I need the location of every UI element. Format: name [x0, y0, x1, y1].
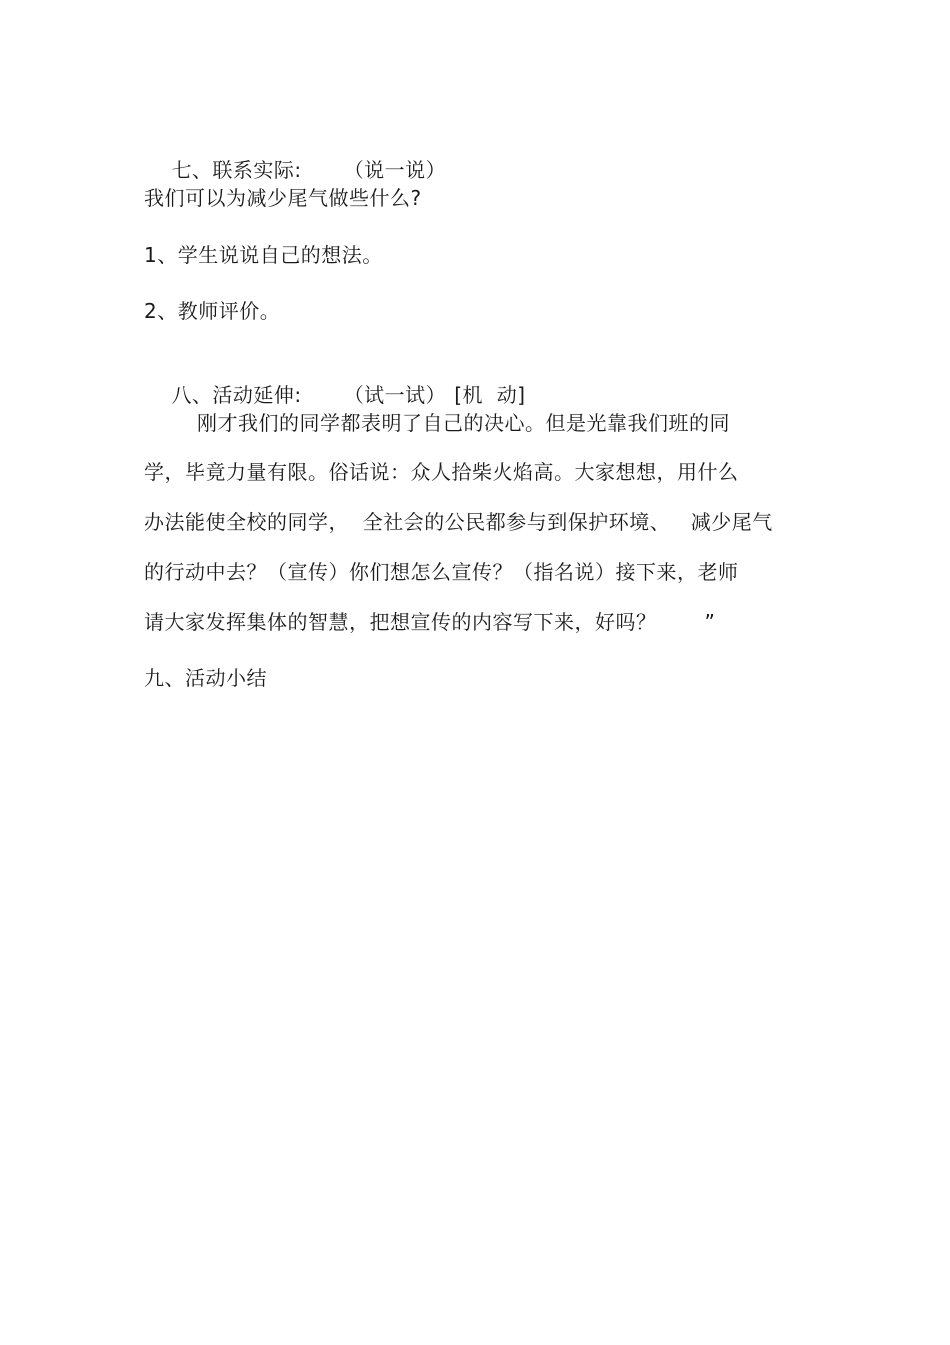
section8-note: [机 动] [454, 383, 526, 407]
section7-question: 我们可以为减少尾气做些什么? [144, 186, 422, 210]
section8-paragraph-line-1: 刚才我们的同学都表明了自己的决心。但是光靠我们班的同 [197, 411, 730, 435]
section8-heading: 八、活动延伸: [171, 383, 302, 407]
section7-item-1: 1、学生说说自己的想法。 [144, 243, 383, 267]
section8-tag: （试一试） [343, 383, 447, 407]
section9-heading: 九、活动小结 [144, 666, 267, 690]
section8-paragraph-line-2: 学，毕竟力量有限。俗话说：众人拾柴火焰高。大家想想，用什么 [144, 460, 739, 484]
section7-heading: 七、联系实际: [171, 158, 302, 182]
section7-tag: （说一说） [343, 158, 447, 182]
section8-paragraph-line-5: 请大家发挥集体的智慧，把想宣传的内容写下来，好吗？ ” [144, 610, 716, 634]
section8-paragraph-line-4: 的行动中去？（宣传）你们想怎么宣传？（指名说）接下来，老师 [144, 560, 739, 584]
section8-paragraph-line-3: 办法能使全校的同学， 全社会的公民都参与到保护环境、 减少尾气 [144, 510, 773, 534]
section7-item-2: 2、教师评价。 [144, 299, 281, 323]
